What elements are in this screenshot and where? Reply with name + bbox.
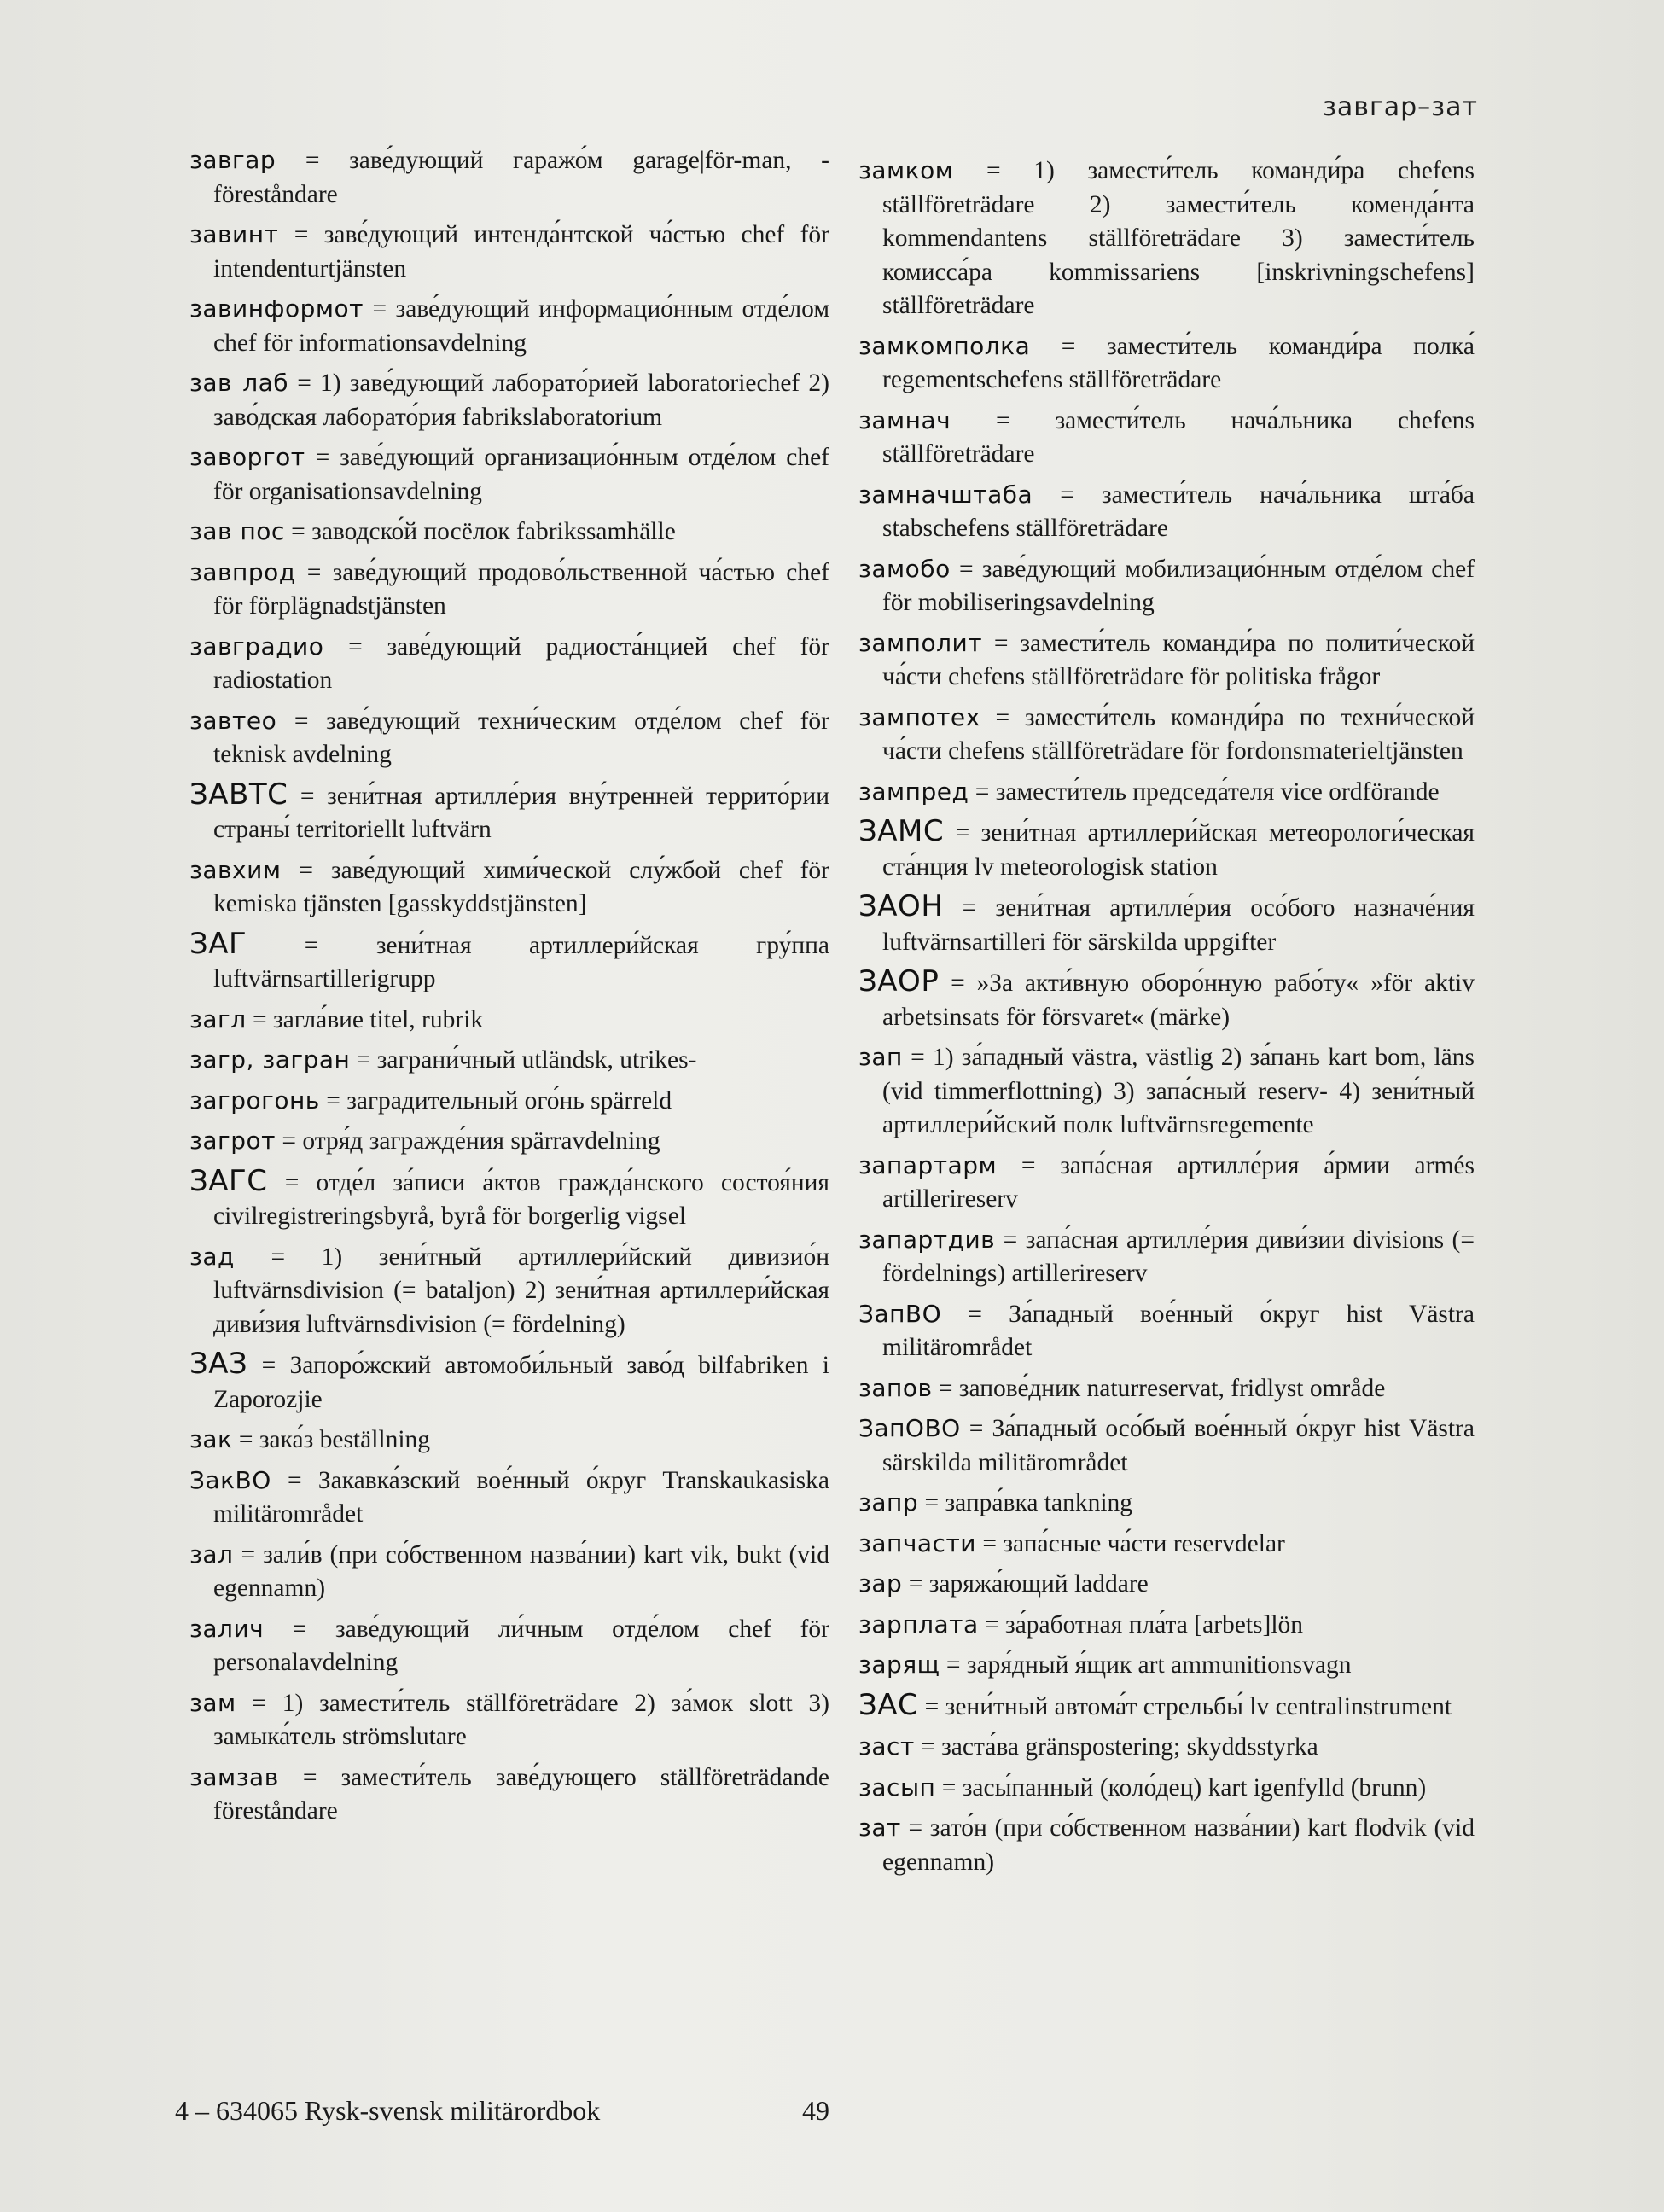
entry-definition: = »За акти́вную оборо́нную рабо́ту« »för aktiv arbetsinsats för försvaret« (märke) (882, 969, 1475, 1031)
entry-definition: = заве́дующий хими́ческой слу́жбой chef för kemiska tjänsten [gasskyddstjänsten] (213, 856, 829, 917)
entry-headword: зак (189, 1425, 233, 1453)
entry-headword: загр, загран (189, 1045, 351, 1074)
entry-definition: = замести́тель команди́ра полка́ regementschefens ställföreträdare (882, 332, 1475, 393)
dictionary-entry (189, 292, 829, 360)
entry-definition: = замести́тель команди́ра по полити́ческой ча́сти chefens ställföreträdare för politiska frågor (882, 629, 1475, 690)
entry-definition: = запове́дник naturreservat, fridlyst område (938, 1374, 1386, 1402)
entry-headword: завинформот (189, 294, 364, 323)
dictionary-entry (189, 1612, 829, 1680)
entry-definition: = заводско́й посёлок fabrikssamhälle (291, 518, 676, 545)
entry-definition: = За́падный вое́нный о́круг hist Västra militärområdet (882, 1300, 1475, 1361)
entry-definition: = заве́дующий организацио́нным отде́лом chef för organisationsavdelning (213, 444, 829, 505)
right-column (858, 154, 1475, 1885)
dictionary-entry (189, 1003, 829, 1038)
dictionary-entry (189, 704, 829, 772)
entry-definition: = зато́н (при со́бственном назва́нии) kart flodvik (vid egennamn) (882, 1814, 1475, 1876)
entry-definition: = замести́тель заве́дующего ställföreträdande föreståndare (213, 1763, 830, 1825)
entry-definition: = 1) замести́тель ställföreträdare 2) за́мок slott 3) замыка́тель strömslutare (213, 1689, 829, 1750)
entry-headword: запов (858, 1373, 933, 1402)
entry-definition: = отря́д загражде́ния spärravdelning (282, 1127, 660, 1155)
entry-definition: = Запоро́жский автомоби́льный заво́д bilfabriken i Zaporozjie (213, 1352, 829, 1413)
entry-definition: = заве́дующий ли́чным отде́лом chef för personalavdelning (213, 1615, 829, 1676)
entry-definition: = запа́сные ча́сти reservdelar (982, 1529, 1285, 1557)
dictionary-entry (189, 630, 829, 698)
entry-definition: = заградительный ого́нь spärreld (326, 1086, 672, 1115)
entry-definition: = засы́панный (коло́дец) kart igenfylld (brunn) (941, 1773, 1427, 1802)
entry-headword: замначштаба (858, 480, 1033, 509)
entry-definition: = 1) за́падный västra, västlig 2) за́пань kart bom, läns (vid timmerflottning) 3) запа́сный reserv- 4) зени́тный артиллери́йский полк luftvärnsregemente (882, 1044, 1475, 1138)
dictionary-entry (189, 1423, 829, 1458)
entry-definition: = зени́тная артиллери́йская гру́ппа luftvärnsartillerigrupp (213, 931, 829, 992)
entry-headword: загрот (189, 1126, 276, 1155)
entry-headword: завпрод (189, 557, 296, 586)
dictionary-entry (189, 143, 829, 212)
entry-headword: завгар (189, 146, 276, 174)
dictionary-entry (858, 1371, 1475, 1406)
dictionary-entry (858, 154, 1475, 323)
entry-definition: = За́падный осо́бый вое́нный о́круг hist Västra särskilda militärområdet (882, 1415, 1475, 1476)
entry-headword: зап (858, 1043, 903, 1071)
entry-definition: = зени́тная артиллери́йская метеорологи́ческая ста́нция lv meteorologisk station (882, 819, 1475, 881)
entry-definition: = заряжа́ющий laddare (908, 1570, 1149, 1598)
entry-definition: = запа́сная артилле́рия диви́зии divisions (= fördelnings) artillerireserv (882, 1225, 1475, 1287)
dictionary-entry (858, 1527, 1475, 1562)
entry-headword: завтео (189, 706, 277, 735)
dictionary-entry (858, 815, 1475, 884)
dictionary-entry (858, 404, 1475, 472)
dictionary-entry (189, 1165, 829, 1234)
entry-definition: = 1) замести́тель команди́ра chefens ställföreträdare 2) замести́тель коменда́нта kommendantens ställföreträdare 3) замести́тель комисса́ра kommissariens [inskrivningschefens] ställföreträdare (882, 157, 1475, 319)
entry-definition: = заве́дующий техни́ческим отде́лом chef för teknisk avdelning (213, 707, 830, 768)
dictionary-entry (858, 1811, 1475, 1879)
entry-definition: = зени́тный автома́т стрельбы́ lv centralinstrument (924, 1692, 1452, 1720)
dictionary-entry (189, 1043, 829, 1078)
entry-definition: = запа́сная артилле́рия а́рмии armés artillerireserv (882, 1151, 1475, 1213)
dictionary-entry (858, 1486, 1475, 1521)
dictionary-entry (858, 626, 1475, 695)
dictionary-entry (858, 965, 1475, 1034)
entry-definition: = заве́дующий продово́льственной ча́стью chef för förplägnadstjänsten (213, 558, 829, 620)
entry-definition: = заря́дный я́щик art ammunitionsvagn (945, 1651, 1352, 1679)
entry-headword: зарящ (858, 1650, 940, 1679)
entry-headword: ЗакВО (189, 1465, 271, 1494)
entry-headword: завградио (189, 632, 324, 661)
dictionary-entry (858, 1297, 1475, 1365)
entry-headword: запчасти (858, 1528, 976, 1557)
entry-definition: = зени́тная артилле́рия вну́тренней террито́рии страны́ territoriellt luftvärn (213, 782, 829, 843)
entry-headword: замнач (858, 405, 951, 434)
entry-definition: = Закавка́зский вое́нный о́круг Transkaukasiska militärområdet (213, 1466, 830, 1528)
entry-headword: замзав (189, 1762, 279, 1791)
dictionary-entry (189, 928, 829, 997)
entry-headword: ЗАОР (858, 964, 940, 998)
entry-headword: зав пос (189, 517, 285, 545)
dictionary-entry (189, 1240, 829, 1342)
entry-headword: зарплата (858, 1610, 979, 1639)
entry-definition: = зени́тная артилле́рия осо́бого назначе́ния luftvärnsartilleri för särskilda uppgifter (882, 894, 1475, 956)
dictionary-entry (858, 478, 1475, 546)
entry-definition: = запра́вка tankning (924, 1489, 1133, 1516)
entry-definition: = заста́ва gränspostering; skyddsstyrka (921, 1733, 1318, 1761)
entry-headword: ЗАГС (189, 1163, 268, 1198)
dictionary-entry (858, 1149, 1475, 1217)
entry-definition: = заве́дующий информацио́нным отде́лом chef för informationsavdelning (213, 295, 829, 357)
entry-definition: = загла́вие titel, rubrik (253, 1005, 484, 1033)
entry-definition: = 1) заве́дующий лаборато́рией laboratoriechef 2) заво́дская лаборато́рия fabrikslaboratorium (213, 370, 829, 431)
entry-definition: = зака́з beställning (238, 1426, 431, 1453)
entry-headword: ЗАМС (858, 814, 945, 848)
entry-headword: ЗАЗ (189, 1347, 248, 1381)
running-head: завгар–зат (1322, 92, 1478, 122)
dictionary-entry (189, 556, 829, 624)
dictionary-entry (858, 1648, 1475, 1683)
entry-headword: зал (189, 1540, 234, 1569)
entry-headword: замкомполка (858, 331, 1031, 360)
dictionary-entry (858, 1223, 1475, 1291)
entry-definition: = заграни́чный utländsk, utrikes- (356, 1046, 697, 1074)
left-column (189, 143, 829, 1835)
printer-signature: 4 – 634065 Rysk-svensk militärordbok (175, 2095, 601, 2126)
entry-headword: замком (858, 156, 954, 184)
entry-headword: ЗАОН (858, 889, 944, 923)
entry-definition: = заве́дующий мобилизацио́нным отде́лом chef för mobiliseringsavdelning (882, 555, 1475, 616)
entry-headword: зар (858, 1569, 903, 1598)
entry-headword: ЗапОВО (858, 1414, 961, 1442)
entry-definition: = заве́дующий радиоста́нцией chef för radiostation (213, 632, 829, 694)
entry-headword: ЗапВО (858, 1299, 942, 1328)
dictionary-entry (858, 1567, 1475, 1602)
dictionary-entry (189, 1464, 829, 1532)
entry-headword: зампред (858, 777, 969, 806)
dictionary-entry (189, 218, 829, 286)
dictionary-entry (858, 890, 1475, 959)
entry-headword: запр (858, 1488, 919, 1516)
dictionary-entry (858, 1608, 1475, 1643)
dictionary-entry (189, 366, 829, 434)
entry-definition: = замести́тель председа́теля vice ordförande (975, 777, 1440, 806)
dictionary-entry (858, 1730, 1475, 1765)
dictionary-entry (858, 775, 1475, 810)
dictionary-entry (189, 1761, 829, 1829)
dictionary-entry (189, 440, 829, 509)
entry-definition: = отде́л за́писи а́ктов гражда́нского состоя́ния civilregistreringsbyrå, byrå för borgerlig vigsel (213, 1168, 829, 1230)
entry-definition: = замести́тель нача́льника шта́ба stabschefens ställföreträdare (882, 480, 1475, 542)
entry-headword: зад (189, 1242, 235, 1271)
entry-headword: замобо (858, 554, 951, 583)
dictionary-entry (189, 1124, 829, 1159)
entry-headword: ЗАВТС (189, 777, 288, 812)
entry-definition: = заве́дующий интенда́нтской ча́стью chef för intendenturtjänsten (213, 221, 830, 282)
entry-headword: завхим (189, 855, 282, 884)
dictionary-entry (858, 701, 1475, 769)
entry-headword: загл (189, 1004, 247, 1033)
entry-definition: = за́работная пла́та [arbets]lön (985, 1610, 1304, 1639)
entry-definition: = зали́в (при со́бственном назва́нии) kart vik, bukt (vid egennamn) (213, 1540, 829, 1602)
dictionary-entry (858, 1040, 1475, 1143)
entry-headword: ЗАГ (189, 926, 247, 961)
entry-headword: замполит (858, 628, 983, 657)
entry-headword: загрогонь (189, 1086, 320, 1115)
dictionary-entry (858, 1771, 1475, 1806)
entry-headword: заворгот (189, 443, 305, 471)
entry-headword: завинт (189, 220, 279, 248)
dictionary-entry (858, 1689, 1475, 1725)
entry-headword: зат (858, 1813, 901, 1842)
dictionary-entry (189, 853, 829, 922)
entry-headword: заст (858, 1732, 915, 1761)
dictionary-entry (858, 1412, 1475, 1480)
entry-definition: = замести́тель команди́ра по техни́ческой ча́сти chefens ställföreträdare för fordonsmaterieltjänsten (882, 703, 1475, 765)
dictionary-entry (189, 1348, 829, 1417)
entry-headword: залич (189, 1614, 265, 1643)
entry-headword: запартдив (858, 1225, 996, 1254)
entry-definition: = 1) зени́тный артиллери́йский дивизио́н luftvärnsdivision (= bataljon) 2) зени́тная артиллери́йская диви́зия luftvärnsdivision (= fördelning) (213, 1243, 829, 1338)
dictionary-entry (189, 1538, 829, 1606)
entry-headword: зав лаб (189, 369, 289, 397)
dictionary-entry (189, 515, 829, 550)
entry-headword: зам (189, 1688, 236, 1717)
entry-headword: зампотех (858, 702, 980, 731)
dictionary-entry (189, 1686, 829, 1755)
dictionary-entry (189, 778, 829, 847)
page-number: 49 (802, 2095, 829, 2126)
entry-headword: засып (858, 1773, 936, 1802)
entry-definition: = замести́тель нача́льника chefens ställföreträdare (882, 406, 1475, 468)
entry-definition: = заве́дующий гаражо́м garage|för-man, -föreståndare (213, 147, 829, 208)
dictionary-entry (858, 329, 1475, 398)
dictionary-entry (858, 552, 1475, 620)
dictionary-entry (189, 1084, 829, 1119)
entry-headword: ЗАС (858, 1687, 919, 1722)
entry-headword: запартарм (858, 1150, 998, 1179)
